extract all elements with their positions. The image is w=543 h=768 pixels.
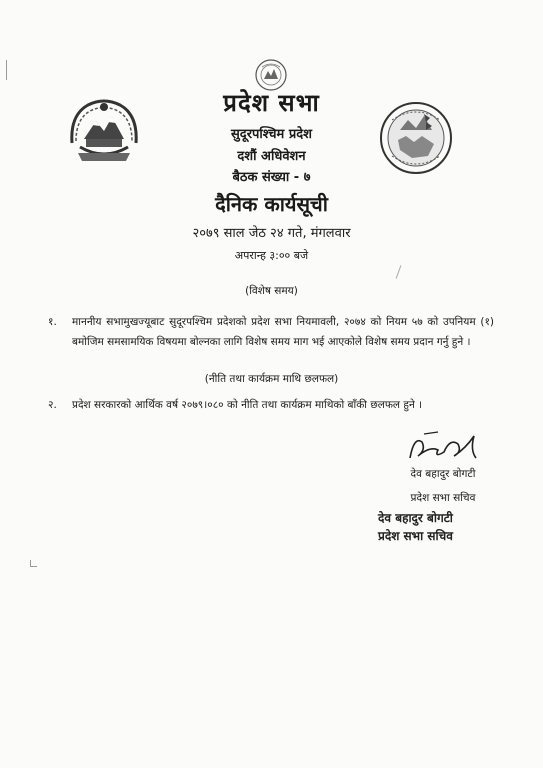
signatory-name: देव बहादुर बोगटी [410, 468, 476, 480]
signatory-post: प्रदेश सभा सचिव [410, 492, 476, 504]
agenda-title: दैनिक कार्यसूची [215, 192, 328, 216]
session-name: दशौं अधिवेशन [237, 149, 306, 164]
stamp-name: देव बहादुर बोगटी [378, 511, 453, 525]
handwritten-signature-icon [404, 428, 484, 468]
time-line: अपरान्ह ३:०० बजे [234, 249, 309, 262]
province-name: सुदूरपश्चिम प्रदेश [231, 127, 312, 142]
agenda-item-number: २. [48, 399, 57, 411]
agenda-item [48, 312, 494, 352]
section-heading: (नीति तथा कार्यक्रम माथि छलफल) [204, 373, 339, 385]
assembly-title: प्रदेश सभा [223, 89, 320, 117]
scan-mark [396, 265, 402, 278]
agenda-item-text: माननीय सभामुखज्यूबाट सुदूरपश्चिम प्रदेशको प्रदेश सभा नियमावली, २०७४ को नियम ५७ को उपनियम (१) बमोजिम समसामयिक विषयमा बोल्नका लागि विशेष समय माग भई आएकोले विशेष समय प्रदान गर्नु हुने । [72, 316, 494, 348]
section-heading: (विशेष समय) [245, 285, 298, 297]
date-line: २०७९ साल जेठ २४ गते, मंगलवार [192, 226, 351, 241]
agenda-item-text: प्रदेश सरकारको आर्थिक वर्ष २०७९।०८० को नीति तथा कार्यक्रम माथिको बाँकी छलफल हुने । [72, 399, 423, 411]
stamp-post: प्रदेश सभा सचिव [378, 529, 453, 543]
agenda-item-number: १. [48, 316, 57, 328]
scan-mark [6, 60, 7, 80]
meeting-number: बैठक संख्या - ७ [232, 170, 311, 185]
agenda-item [48, 395, 494, 415]
scan-mark [30, 560, 37, 567]
